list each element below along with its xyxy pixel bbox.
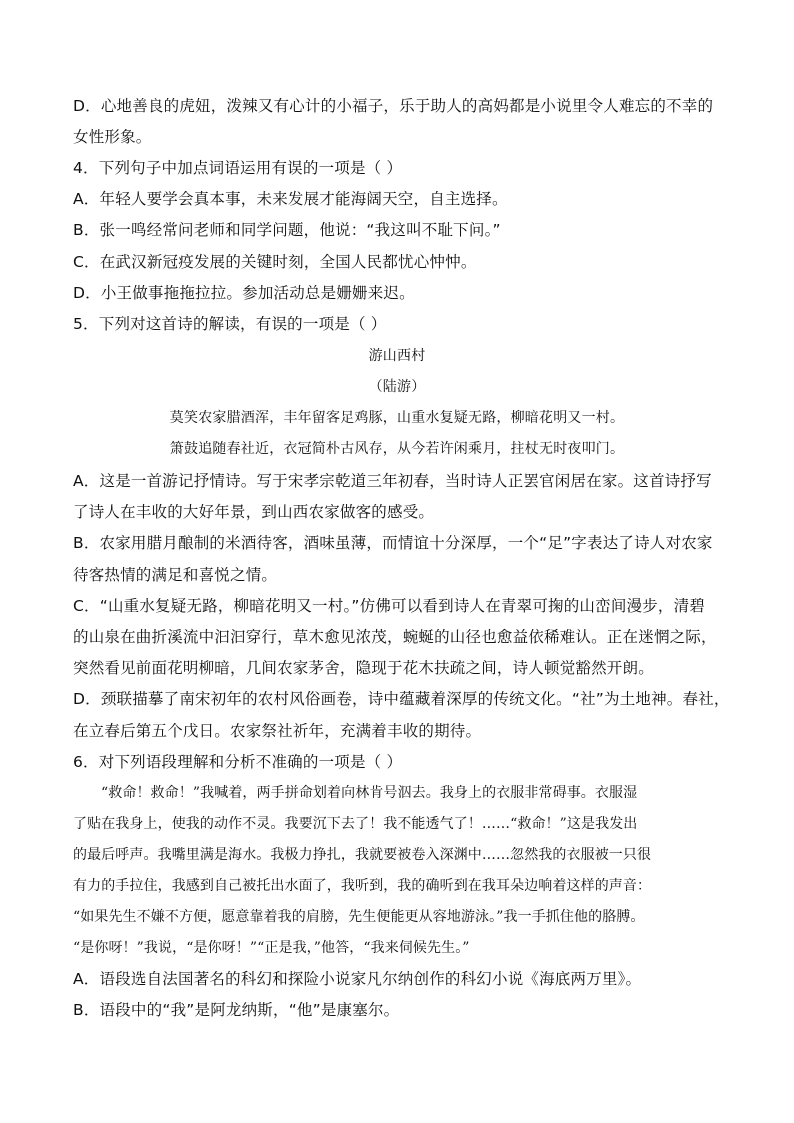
q4-option-d: D．小王做事拖拖拉拉。参加活动总是姗姗来迟。 <box>73 284 415 302</box>
q6-option-b: B．语段中的“我”是阿龙纳斯，“他”是康塞尔。 <box>73 1001 400 1019</box>
q5-option-b-line1: B．农家用腊月酿制的米酒待客，酒味虽薄，而情谊十分深厚，一个“足”字表达了诗人对农家 <box>73 534 713 552</box>
q3-option-d-line1: D．心地善良的虎妞，泼辣又有心计的小福子，乐于助人的高妈都是小说里令人难忘的不幸的 <box>73 97 714 115</box>
passage-line-4: 有力的手拉住，我感到自己被托出水面了，我听到，我的确听到在我耳朵边响着这样的声音： <box>73 878 652 894</box>
poem-stanza-2: 箫鼓追随春社近，衣冠简朴古风存，从今若许闲乘月，拄杖无时夜叩门。 <box>169 441 625 457</box>
poem-stanza-1: 莫笑农家腊酒浑，丰年留客足鸡豚，山重水复疑无路，柳暗花明又一村。 <box>169 410 625 426</box>
question-5-stem: 5．下列对这首诗的解读，有误的一项是（ ） <box>73 315 387 333</box>
passage-line-5: “如果先生不嫌不方便，愿意靠着我的肩膀，先生便能更从容地游泳。”我一手抓住他的胳膊。 <box>73 909 645 925</box>
passage-line-3: 的最后呼声。我嘴里满是海水。我极力挣扎，我就要被卷入深渊中……忽然我的衣服被一只很 <box>73 847 652 863</box>
q3-option-d-line2: 女性形象。 <box>73 128 152 146</box>
passage-line-2: 了贴在我身上，使我的动作不灵。我要沉下去了！我不能透气了！……“救命！”这是我发出 <box>73 816 638 832</box>
q5-option-a-line1: A．这是一首游记抒情诗。写于宋孝宗乾道三年初春，当时诗人正罢官闲居在家。这首诗抒写 <box>73 472 712 490</box>
q5-option-a-line2: 了诗人在丰收的大好年景，到山西农家做客的感受。 <box>73 503 435 521</box>
q5-option-c-line2: 的山泉在曲折溪流中汩汩穿行，草木愈见浓茂，蜿蜒的山径也愈益依稀难认。正在迷惘之际， <box>73 628 717 646</box>
q4-option-a: A．年轻人要学会真本事，未来发展才能海阔天空，自主选择。 <box>73 190 508 208</box>
question-6-stem: 6．对下列语段理解和分析不准确的一项是（ ） <box>73 753 403 771</box>
q4-option-b: B．张一鸣经常问老师和同学问题，他说：“我这叫不耻下问。” <box>73 221 501 239</box>
q6-option-a: A．语段选自法国著名的科幻和探险小说家凡尔纳创作的科幻小说《海底两万里》。 <box>73 970 642 988</box>
q5-option-c-line1: C．“山重水复疑无路，柳暗花明又一村。”仿佛可以看到诗人在青翠可掬的山峦间漫步，清碧 <box>73 597 706 615</box>
passage-line-1: “救命！救命！”我喊着，两手拼命划着向林肯号泅去。我身上的衣服非常碍事。衣服湿 <box>101 785 638 801</box>
q5-option-b-line2: 待客热情的满足和喜悦之情。 <box>73 566 278 584</box>
passage-line-6: “是你呀！”我说，“是你呀！”“正是我，”他答，“我来伺候先生。” <box>73 940 470 956</box>
question-4-stem: 4．下列句子中加点词语运用有误的一项是（ ） <box>73 159 403 177</box>
poem-title: 游山西村 <box>368 348 426 364</box>
poem-author: （陆游） <box>368 379 426 395</box>
q4-option-c: C．在武汉新冠疫发展的关键时刻，全国人民都忧心忡忡。 <box>73 253 477 271</box>
q5-option-d-line1: D．颈联描摹了南宋初年的农村风俗画卷，诗中蕴藏着深厚的传统文化。“社”为土地神。春社， <box>73 690 730 708</box>
q5-option-c-line3: 突然看见前面花明柳暗，几间农家茅舍，隐现于花木扶疏之间，诗人顿觉豁然开朗。 <box>73 659 654 677</box>
q5-option-d-line2: 在立春后第五个戊日。农家祭社祈年，充满着丰收的期待。 <box>73 722 482 740</box>
